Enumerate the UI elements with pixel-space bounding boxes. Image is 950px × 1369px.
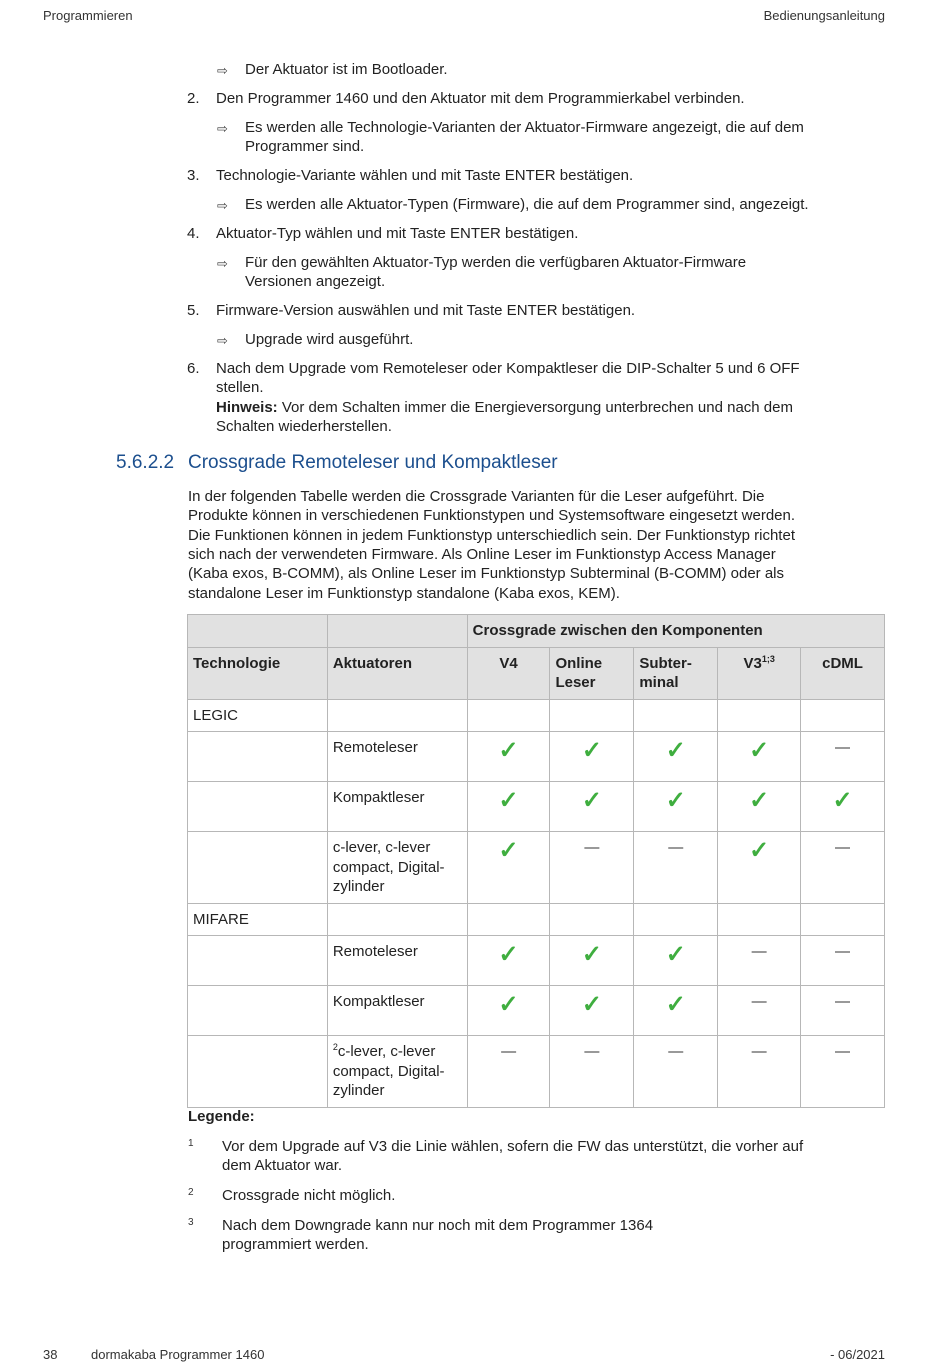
actuator-name: Kompaktleser [327, 782, 467, 832]
step-result-text: Für den gewählten Aktuator-Typ werden die verfügbaren Aktuator-Firmware [245, 254, 747, 271]
intro-line: (Kaba exos, B-COMM), als Online Leser im Funktionstyp Subterminal (B-COMM) oder als [188, 565, 785, 582]
footnote-ref: 2 [332, 1042, 338, 1052]
running-header-chapter: Programmieren [43, 8, 133, 23]
table-cell [801, 903, 885, 936]
table-cell [718, 903, 801, 936]
step-number: 3. [187, 167, 200, 184]
footnote-ref: 1;3 [761, 653, 775, 664]
table-cell [327, 699, 467, 732]
footnote-number: 1 [188, 1138, 194, 1149]
table-cell [327, 903, 467, 936]
table-cell [467, 699, 550, 732]
actuator-name-line: compact, Digital- [332, 1062, 445, 1080]
dash-icon: — [584, 1043, 600, 1060]
intro-line: standalone Leser im Funktionstyp standalone (Kaba exos, KEM). [188, 585, 620, 602]
table-header-row [188, 615, 885, 648]
footnote-number: 2 [188, 1187, 194, 1198]
running-header-doc-type: Bedienungsanleitung [763, 8, 885, 23]
table-cell [718, 782, 801, 832]
header-technologie: Technologie [188, 647, 328, 699]
header-online-leser [550, 647, 634, 699]
header-text: Subter- [639, 654, 692, 672]
step-note [216, 398, 793, 418]
header-text: V3 [743, 654, 762, 672]
result-arrow-icon: ⇨ [217, 333, 228, 348]
table-row-technology [188, 699, 885, 732]
footnote-text: Vor dem Upgrade auf V3 die Linie wählen, sofern die FW das unterstützt, die vorher auf [222, 1138, 804, 1155]
step-number: 2. [187, 90, 200, 107]
step-note: Schalten wiederherstellen. [216, 418, 392, 435]
table-cell [801, 782, 885, 832]
step-number: 5. [187, 302, 200, 319]
step-text: stellen. [216, 379, 264, 396]
table-row [188, 936, 885, 986]
table-cell [467, 903, 550, 936]
header-text: Online [555, 654, 603, 672]
crossgrade-table [187, 614, 885, 1108]
table-cell [634, 832, 718, 904]
step-text: Aktuator-Typ wählen und mit Taste ENTER bestätigen. [216, 225, 579, 242]
table-cell [550, 1036, 634, 1108]
result-arrow-icon: ⇨ [217, 63, 228, 78]
header-v4: V4 [467, 647, 550, 699]
step-result-text: Versionen angezeigt. [245, 273, 386, 290]
footnote-text: dem Aktuator war. [222, 1157, 343, 1174]
table-cell [188, 782, 328, 832]
actuator-name [327, 1036, 467, 1108]
check-icon: ✓ [498, 787, 519, 814]
table-cell [718, 699, 801, 732]
header-aktuatoren: Aktuatoren [327, 647, 467, 699]
check-icon: ✓ [581, 941, 602, 968]
table-cell [718, 936, 801, 986]
header-text: Leser [555, 674, 596, 691]
intro-line: Die Funktionen können in jedem Funktionstyp unterschiedlich sein. Der Funktionstyp richtet [188, 527, 795, 544]
table-cell [550, 936, 634, 986]
step-text: Firmware-Version auswählen und mit Taste ENTER bestätigen. [216, 302, 636, 319]
check-icon: ✓ [581, 737, 602, 764]
table-cell [801, 1036, 885, 1108]
header-text: minal [639, 674, 679, 691]
step-text: Nach dem Upgrade vom Remoteleser oder Kompaktleser die DIP-Schalter 5 und 6 OFF [216, 360, 800, 377]
header-v3 [718, 647, 801, 699]
dash-icon: — [835, 993, 851, 1010]
check-icon: ✓ [581, 787, 602, 814]
intro-line: Produkte können in verschiedenen Funktionstypen und Systemsoftware eingesetzt werden. [188, 507, 796, 524]
actuator-name-line: zylinder [332, 878, 385, 895]
check-icon: ✓ [665, 787, 686, 814]
table-cell [801, 936, 885, 986]
table-cell [467, 782, 550, 832]
footnote-text: programmiert werden. [222, 1236, 369, 1253]
section-number: 5.6.2.2 [116, 452, 175, 473]
step-number: 6. [187, 360, 200, 377]
legend-title: Legende: [188, 1108, 255, 1125]
dash-icon: — [751, 993, 767, 1010]
table-cell [188, 936, 328, 986]
check-icon: ✓ [498, 941, 519, 968]
footnote-text: Crossgrade nicht möglich. [222, 1187, 396, 1204]
table-cell [467, 1036, 550, 1108]
table-cell [718, 732, 801, 782]
step-result-text: Es werden alle Aktuator-Typen (Firmware), die auf dem Programmer sind, angezeigt. [245, 196, 809, 213]
table-row [188, 832, 885, 904]
dash-icon: — [668, 1043, 684, 1060]
table-cell [718, 986, 801, 1036]
check-icon: ✓ [581, 991, 602, 1018]
dash-icon: — [751, 943, 767, 960]
table-header-row [188, 647, 885, 699]
dash-icon: — [835, 1043, 851, 1060]
table-cell [550, 986, 634, 1036]
table-cell [188, 732, 328, 782]
table-cell [801, 699, 885, 732]
dash-icon: — [501, 1043, 517, 1060]
table-cell [634, 699, 718, 732]
check-icon: ✓ [749, 787, 770, 814]
step-result-text: Programmer sind. [245, 138, 365, 155]
table-cell [634, 903, 718, 936]
table-cell [634, 936, 718, 986]
actuator-name-line: zylinder [332, 1082, 385, 1099]
actuator-name: Remoteleser [327, 936, 467, 986]
header-subterminal [634, 647, 718, 699]
table-cell [718, 1036, 801, 1108]
table-cell [801, 832, 885, 904]
table-cell [467, 936, 550, 986]
table-cell [634, 986, 718, 1036]
actuator-name: Remoteleser [327, 732, 467, 782]
step-result-text: Der Aktuator ist im Bootloader. [245, 61, 448, 78]
result-arrow-icon: ⇨ [217, 121, 228, 136]
table-cell [550, 832, 634, 904]
intro-line: sich nach der verwendeten Firmware. Als Online Leser im Funktionstyp Access Manager [188, 546, 776, 563]
table-cell [550, 903, 634, 936]
dash-icon: — [835, 839, 851, 856]
page-number: 38 [43, 1347, 58, 1362]
check-icon: ✓ [665, 941, 686, 968]
step-text: Technologie-Variante wählen und mit Taste ENTER bestätigen. [216, 167, 634, 184]
dash-icon: — [835, 739, 851, 756]
check-icon: ✓ [749, 737, 770, 764]
table-cell [550, 732, 634, 782]
table-cell [188, 1036, 328, 1108]
footer-product-name: dormakaba Programmer 1460 [91, 1347, 265, 1362]
check-icon: ✓ [832, 787, 853, 814]
dash-icon: — [835, 943, 851, 960]
header-cell-empty [327, 615, 467, 648]
step-number: 4. [187, 225, 200, 242]
technology-name: MIFARE [188, 903, 328, 936]
footnote-text: Nach dem Downgrade kann nur noch mit dem Programmer 1364 [222, 1217, 654, 1234]
table-row [188, 732, 885, 782]
step-result-text: Upgrade wird ausgeführt. [245, 331, 414, 348]
table-cell [801, 986, 885, 1036]
table-cell [467, 732, 550, 782]
note-text: Vor dem Schalten immer die Energieversorgung unterbrechen und nach dem [277, 399, 793, 416]
header-cell-empty [188, 615, 328, 648]
table-row [188, 782, 885, 832]
dash-icon: — [668, 839, 684, 856]
table-cell [550, 782, 634, 832]
note-label: Hinweis: [216, 399, 278, 416]
footer-date: - 06/2021 [830, 1347, 885, 1362]
check-icon: ✓ [498, 737, 519, 764]
result-arrow-icon: ⇨ [217, 198, 228, 213]
table-cell [467, 986, 550, 1036]
actuator-name [327, 832, 467, 904]
check-icon: ✓ [665, 737, 686, 764]
table-cell [188, 832, 328, 904]
header-cdml: cDML [801, 647, 885, 699]
dash-icon: — [751, 1043, 767, 1060]
table-cell [188, 986, 328, 1036]
table-row [188, 1036, 885, 1108]
technology-name: LEGIC [188, 699, 328, 732]
table-cell [550, 699, 634, 732]
check-icon: ✓ [665, 991, 686, 1018]
table-cell [634, 1036, 718, 1108]
intro-line: In der folgenden Tabelle werden die Crossgrade Varianten für die Leser aufgeführt. Die [188, 488, 765, 505]
result-arrow-icon: ⇨ [217, 256, 228, 271]
check-icon: ✓ [749, 837, 770, 864]
table-row-technology [188, 903, 885, 936]
table-cell [801, 732, 885, 782]
table-cell [634, 782, 718, 832]
section-title: Crossgrade Remoteleser und Kompaktleser [188, 452, 558, 473]
header-group-crossgrade: Crossgrade zwischen den Komponenten [467, 615, 884, 648]
table-cell [467, 832, 550, 904]
actuator-name-line: compact, Digital- [332, 858, 445, 876]
actuator-name-line: c-lever, c-lever [337, 1043, 436, 1060]
check-icon: ✓ [498, 837, 519, 864]
actuator-name: Kompaktleser [327, 986, 467, 1036]
table-row [188, 986, 885, 1036]
step-result-text: Es werden alle Technologie-Varianten der Aktuator-Firmware angezeigt, die auf dem [245, 119, 804, 136]
table-cell [718, 832, 801, 904]
table-cell [634, 732, 718, 782]
check-icon: ✓ [498, 991, 519, 1018]
dash-icon: — [584, 839, 600, 856]
footnote-number: 3 [188, 1217, 194, 1228]
step-text: Den Programmer 1460 und den Aktuator mit dem Programmierkabel verbinden. [216, 90, 745, 107]
actuator-name-line: c-lever, c-lever [332, 839, 431, 856]
